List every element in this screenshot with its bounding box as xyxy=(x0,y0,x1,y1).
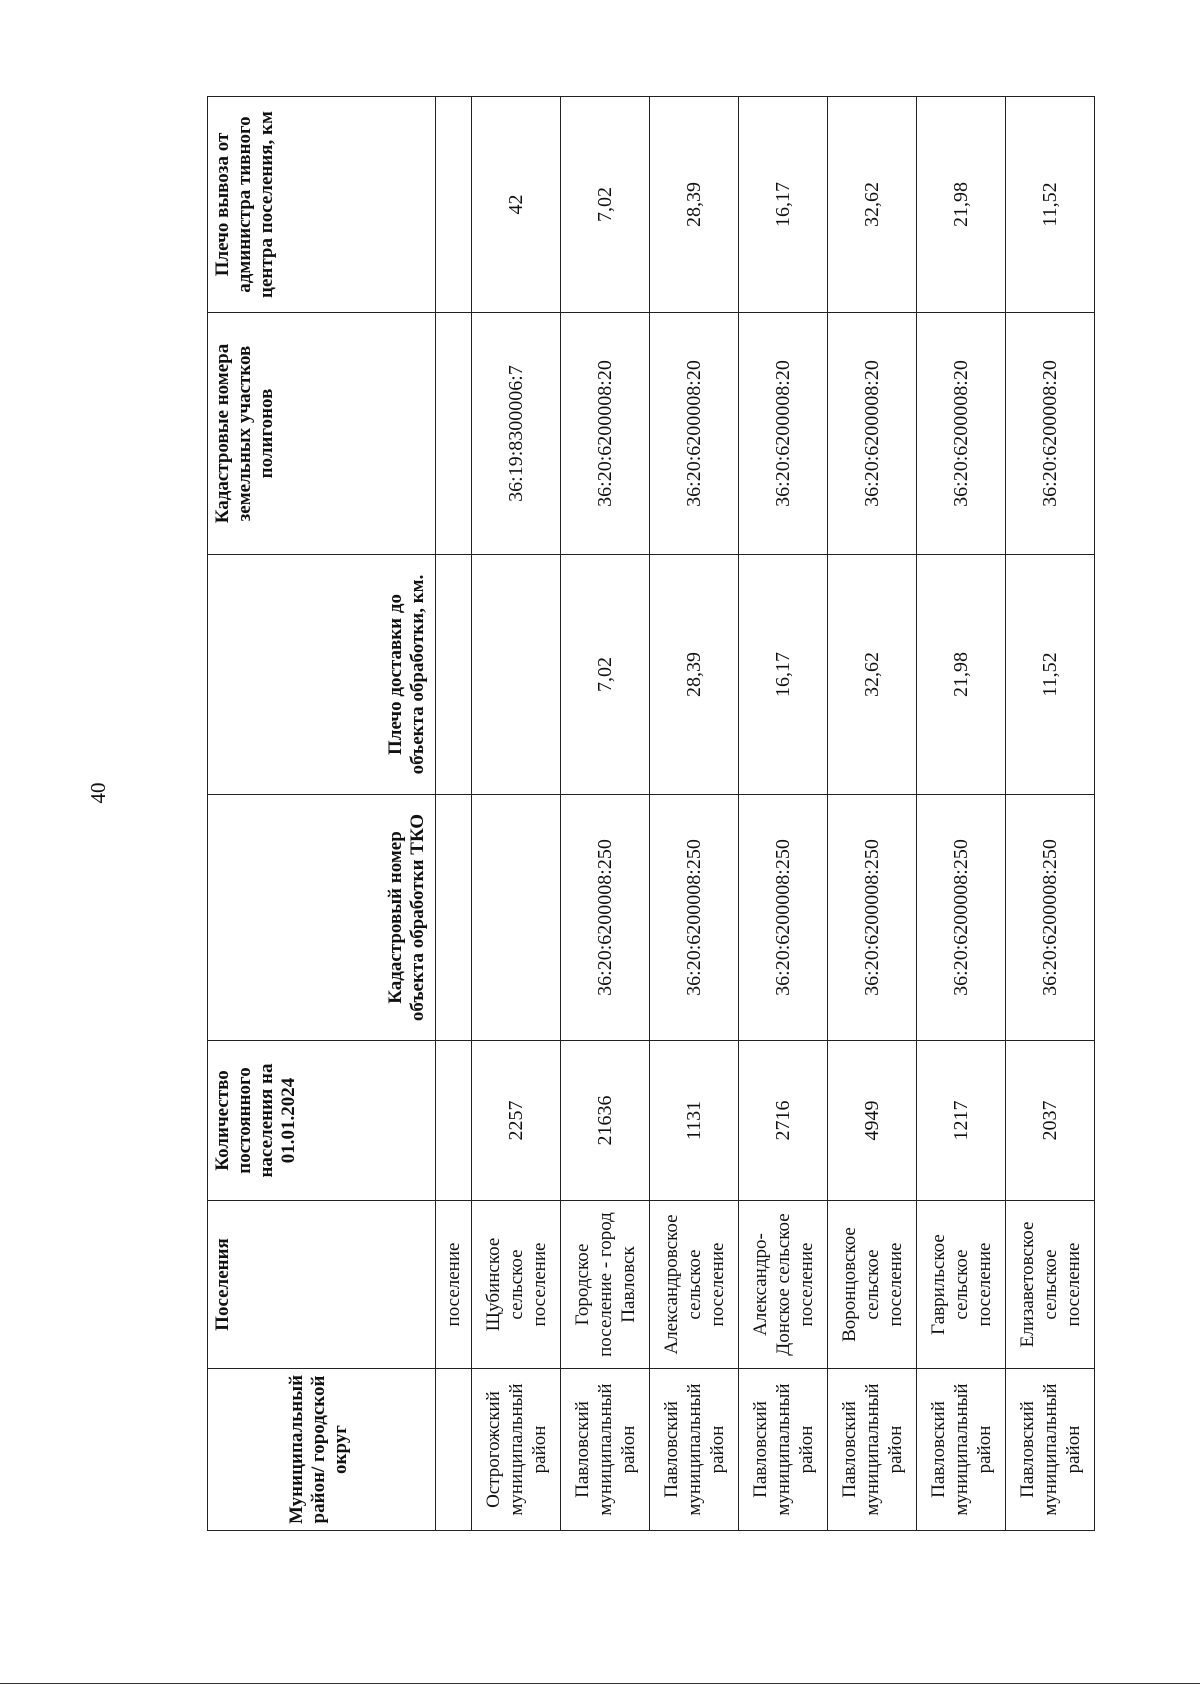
cell-settlement: Александро-Донское сельское поселение xyxy=(739,1201,828,1369)
cell-population: 2037 xyxy=(1006,1041,1095,1201)
table-row xyxy=(739,97,828,1531)
cell-removal-distance: 32,62 xyxy=(828,97,917,313)
cell-settlement: Воронцовское сельское поселение xyxy=(828,1201,917,1369)
cell-delivery-distance: 7,02 xyxy=(561,555,650,795)
header-district: Муниципальный район/ городской округ xyxy=(208,1369,436,1531)
cell-removal-distance: 7,02 xyxy=(561,97,650,313)
cell-population: 1217 xyxy=(917,1041,1006,1201)
cell-delivery-distance: 16,17 xyxy=(739,555,828,795)
table-row xyxy=(1006,97,1095,1531)
table-row xyxy=(472,97,561,1531)
cell-landfill-cadastral: 36:20:6200008:20 xyxy=(739,313,828,555)
cell-delivery-distance xyxy=(436,555,472,795)
cell-removal-distance: 21,98 xyxy=(917,97,1006,313)
cell-processing-cadastral: 36:20:6200008:250 xyxy=(917,795,1006,1041)
cell-processing-cadastral xyxy=(436,795,472,1041)
page-bottom-rule xyxy=(0,1683,1200,1684)
cell-district: Острогожский муниципальный район xyxy=(472,1369,561,1531)
cell-processing-cadastral: 36:20:6200008:250 xyxy=(739,795,828,1041)
cell-landfill-cadastral: 36:20:6200008:20 xyxy=(1006,313,1095,555)
cell-settlement: Щубинское сельское поселение xyxy=(472,1201,561,1369)
table-row-continuation xyxy=(436,97,472,1531)
cell-population: 1131 xyxy=(650,1041,739,1201)
cell-delivery-distance: 28,39 xyxy=(650,555,739,795)
cell-processing-cadastral: 36:20:6200008:250 xyxy=(561,795,650,1041)
table-row xyxy=(650,97,739,1531)
cell-delivery-distance: 21,98 xyxy=(917,555,1006,795)
cell-processing-cadastral: 36:20:6200008:250 xyxy=(828,795,917,1041)
cell-settlement: Городское поселение - город Павловск xyxy=(561,1201,650,1369)
page-number: 40 xyxy=(86,782,110,804)
cell-district: Павловский муниципальный район xyxy=(739,1369,828,1531)
cell-population: 2716 xyxy=(739,1041,828,1201)
cell-landfill-cadastral: 36:20:6200008:20 xyxy=(828,313,917,555)
rotated-table-container xyxy=(207,97,1093,1531)
cell-district: Павловский муниципальный район xyxy=(650,1369,739,1531)
cell-settlement: Александровское сельское поселение xyxy=(650,1201,739,1369)
cell-processing-cadastral: 36:20:6200008:250 xyxy=(1006,795,1095,1041)
cell-removal-distance: 28,39 xyxy=(650,97,739,313)
cell-district: Павловский муниципальный район xyxy=(1006,1369,1095,1531)
settlements-table-rotated xyxy=(207,97,1093,1531)
cell-landfill-cadastral: 36:20:6200008:20 xyxy=(917,313,1006,555)
cell-district: Павловский муниципальный район xyxy=(917,1369,1006,1531)
cell-delivery-distance: 32,62 xyxy=(828,555,917,795)
header-landfill-cadastral: Кадастровые номера земельных участков полигонов xyxy=(208,313,436,555)
table-header-row xyxy=(208,97,436,1531)
cell-settlement: поселение xyxy=(436,1201,472,1369)
cell-district: Павловский муниципальный район xyxy=(561,1369,650,1531)
header-population: Количество постоянного населения на 01.01.2024 xyxy=(208,1041,436,1201)
cell-landfill-cadastral: 36:19:8300006:7 xyxy=(472,313,561,555)
header-delivery-distance: Плечо доставки до объекта обработки, км. xyxy=(208,555,436,795)
cell-population: 2257 xyxy=(472,1041,561,1201)
cell-population: 4949 xyxy=(828,1041,917,1201)
cell-removal-distance: 42 xyxy=(472,97,561,313)
cell-removal-distance: 11,52 xyxy=(1006,97,1095,313)
cell-population xyxy=(436,1041,472,1201)
header-processing-cadastral: Кадастровый номер объекта обработки ТКО xyxy=(208,795,436,1041)
settlements-table xyxy=(207,96,1095,1531)
cell-processing-cadastral: 36:20:6200008:250 xyxy=(650,795,739,1041)
cell-landfill-cadastral: 36:20:6200008:20 xyxy=(561,313,650,555)
cell-landfill-cadastral xyxy=(436,313,472,555)
cell-settlement: Елизаветовское сельское поселение xyxy=(1006,1201,1095,1369)
header-removal-distance: Плечо вывоза от администра тивного центра поселения, км xyxy=(208,97,436,313)
cell-landfill-cadastral: 36:20:6200008:20 xyxy=(650,313,739,555)
table-row xyxy=(561,97,650,1531)
cell-processing-cadastral xyxy=(472,795,561,1041)
table-row xyxy=(917,97,1006,1531)
header-settlement: Поселения xyxy=(208,1201,436,1369)
cell-removal-distance xyxy=(436,97,472,313)
cell-district: Павловский муниципальный район xyxy=(828,1369,917,1531)
cell-district xyxy=(436,1369,472,1531)
table-row xyxy=(828,97,917,1531)
cell-settlement: Гаврильское сельское поселение xyxy=(917,1201,1006,1369)
cell-population: 21636 xyxy=(561,1041,650,1201)
cell-removal-distance: 16,17 xyxy=(739,97,828,313)
cell-delivery-distance: 11,52 xyxy=(1006,555,1095,795)
cell-delivery-distance xyxy=(472,555,561,795)
